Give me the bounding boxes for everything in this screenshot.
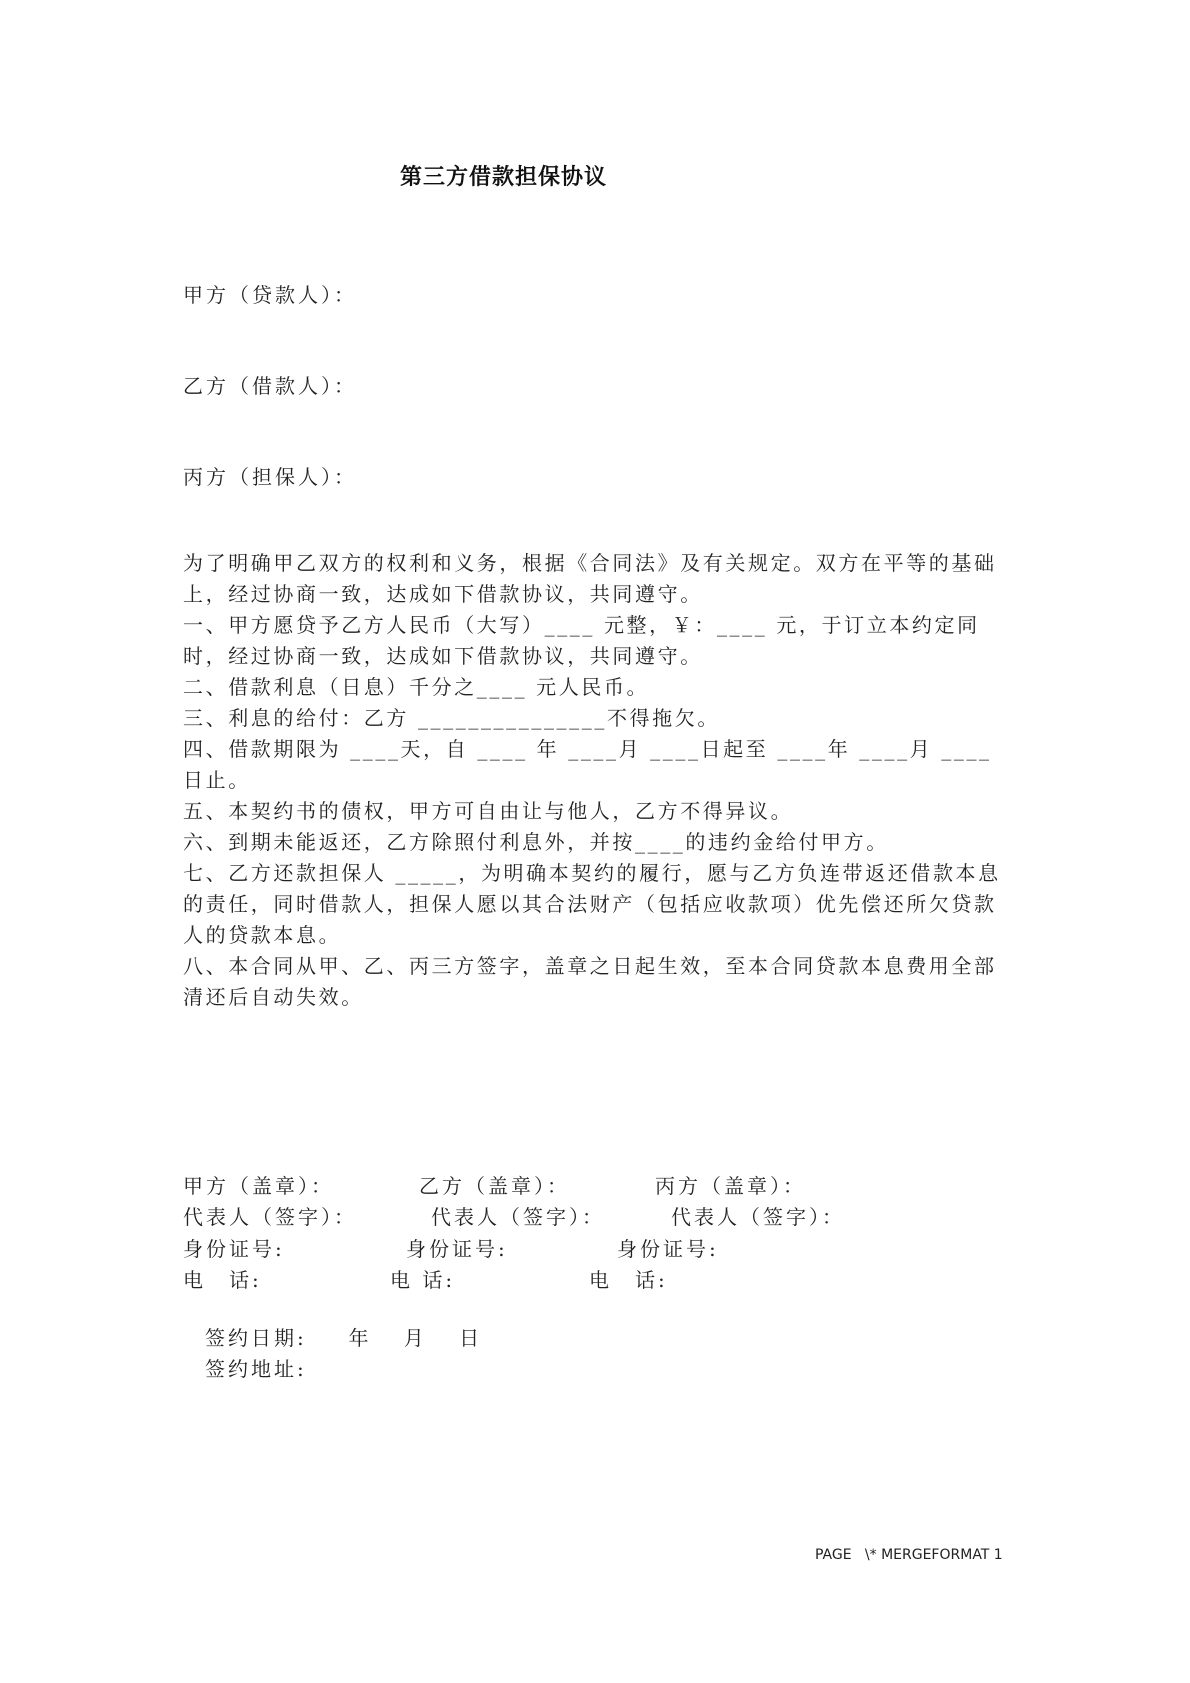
- phone-lender: 电 话:: [183, 1268, 262, 1292]
- representative-borrower: 代表人（签字）：: [431, 1205, 605, 1229]
- clause-8: 八、本合同从甲、乙、丙三方签字，盖章之日起生效，至本合同贷款本息费用全部清还后自动失效。: [183, 954, 997, 1009]
- signing-address: 签约地址:: [205, 1357, 307, 1381]
- clause-3: 三、利息的给付：乙方 _______________不得拖欠。: [183, 706, 720, 730]
- clause-5: 五、本契约书的债权，甲方可自由让与他人，乙方不得异议。: [183, 799, 794, 823]
- document-title: 第三方借款担保协议: [400, 164, 608, 190]
- party-guarantor-label: 丙方（担保人）：: [183, 465, 357, 489]
- representative-lender: 代表人（签字）：: [183, 1205, 357, 1229]
- clause-2: 二、借款利息（日息）千分之____ 元人民币。: [183, 675, 650, 699]
- id-number-lender: 身份证号:: [183, 1237, 285, 1261]
- seal-lender: 甲方（盖章）：: [183, 1174, 334, 1198]
- clause-4: 四、借款期限为 ____天，自 ____ 年 ____月 ____日起至 ____年 ____月 ____日止。: [183, 737, 992, 792]
- phone-borrower: 电 话:: [390, 1268, 456, 1292]
- contract-body: [183, 548, 1013, 1013]
- phone-guarantor: 电 话:: [589, 1268, 668, 1292]
- seal-borrower: 乙方（盖章）：: [419, 1174, 570, 1198]
- party-borrower-label: 乙方（借款人）：: [183, 374, 357, 398]
- signing-date: 签约日期: 年 月 日: [205, 1326, 483, 1350]
- clause-7: 七、乙方还款担保人 _____，为明确本契约的履行，愿与乙方负连带返还借款本息的责任，同时借款人，担保人愿以其合法财产（包括应收款项）优先偿还所欠贷款人的贷款本息。: [183, 861, 1001, 947]
- preamble-paragraph: 为了明确甲乙双方的权利和义务，根据《合同法》及有关规定。双方在平等的基础上，经过协商一致，达成如下借款协议，共同遵守。: [183, 551, 997, 606]
- clause-6: 六、到期未能返还，乙方除照付利息外，并按____的违约金给付甲方。: [183, 830, 889, 854]
- page-footer: PAGE \* MERGEFORMAT 1: [815, 1547, 1003, 1563]
- id-number-guarantor: 身份证号:: [617, 1237, 719, 1261]
- clause-1: 一、甲方愿贷予乙方人民币（大写）____ 元整，￥：____ 元，于订立本约定同时，经过协商一致，达成如下借款协议，共同遵守。: [183, 613, 980, 668]
- seal-guarantor: 丙方（盖章）：: [655, 1174, 806, 1198]
- id-number-borrower: 身份证号:: [406, 1237, 508, 1261]
- party-lender-label: 甲方（贷款人）：: [183, 283, 357, 307]
- representative-guarantor: 代表人（签字）：: [671, 1205, 845, 1229]
